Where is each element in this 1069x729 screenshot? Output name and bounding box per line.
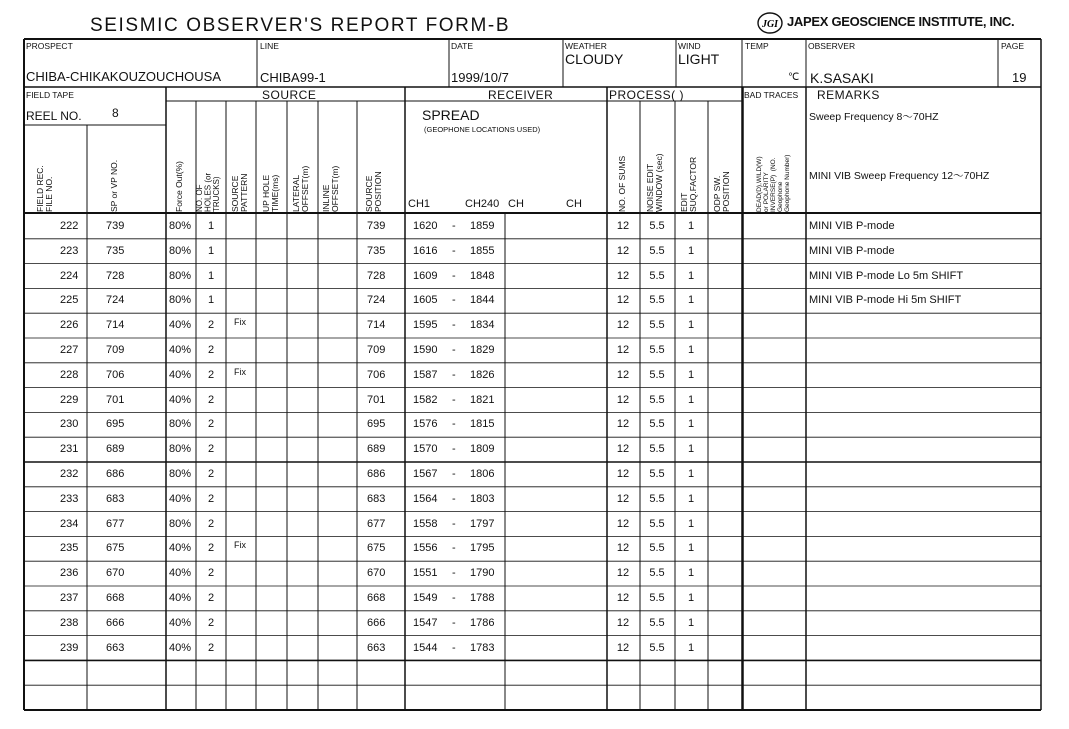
bad-traces-heading: BAD TRACES: [744, 90, 799, 100]
ch-dash: -: [452, 567, 456, 580]
ch-to: 1795: [470, 542, 495, 555]
line-label: LINE: [260, 41, 279, 51]
remark: MINI VIB P-mode: [809, 220, 895, 232]
file-no: 234: [60, 517, 79, 530]
no-of-sums: 12: [616, 592, 630, 604]
col-no-of-sums: NO. OF SUMS: [617, 155, 627, 212]
file-no: 237: [60, 592, 79, 604]
noise-window: 5.5: [649, 517, 665, 530]
source-pattern: Fix: [234, 540, 246, 551]
field-tape-label: FIELD TAPE: [26, 90, 74, 100]
ch-to: 1783: [470, 641, 495, 654]
no-of-sums: 12: [616, 269, 630, 282]
remarks-sweep-note: Sweep Frequency 8～70HZ: [809, 111, 939, 123]
noise-window: 5.5: [649, 592, 665, 604]
file-no: 233: [60, 492, 79, 505]
ch-to: 1788: [470, 592, 495, 604]
no-of-holes: 2: [207, 468, 215, 480]
no-of-sums: 12: [616, 244, 630, 257]
noise-window: 5.5: [649, 468, 665, 480]
ch-dash: -: [452, 616, 456, 629]
no-of-sums: 12: [616, 344, 630, 356]
force-out: 40%: [169, 567, 192, 580]
sp-vp-no: 677: [106, 517, 125, 530]
ch-to: 1803: [470, 492, 495, 505]
col-sp-vp: SP or VP NO.: [109, 159, 119, 212]
force-out: 80%: [169, 220, 192, 232]
ch-to: 1809: [470, 443, 495, 456]
col-lateral-offset: LATERAL OFFSET(m): [291, 165, 310, 212]
ch-from: 1544: [413, 641, 438, 654]
source-position: 709: [367, 344, 386, 356]
force-out: 80%: [169, 244, 192, 257]
date-value: 1999/10/7: [451, 70, 509, 85]
date-label: DATE: [451, 41, 474, 51]
no-of-sums: 12: [616, 492, 630, 505]
prospect-value: CHIBA-CHIKAKOUZOUCHOUSA: [26, 69, 222, 84]
file-no: 239: [60, 641, 79, 654]
weather-value: CLOUDY: [565, 51, 624, 67]
source-position: 666: [367, 616, 386, 629]
force-out: 40%: [169, 542, 192, 555]
ch-from: 1587: [413, 368, 438, 381]
source-position: 701: [367, 393, 386, 406]
ch-dash: -: [452, 220, 456, 232]
noise-window: 5.5: [649, 294, 665, 307]
ch-from: 1620: [413, 220, 438, 232]
ch-to: 1797: [470, 517, 495, 530]
file-no: 229: [60, 393, 79, 406]
col-no-holes: NO. OF HOLES (or TRUCKS): [195, 172, 221, 212]
sp-vp-no: 706: [106, 368, 125, 381]
ch-to: 1815: [470, 418, 495, 431]
source-position: 675: [367, 542, 386, 555]
edit-factor: 1: [687, 220, 695, 232]
file-no: 225: [60, 294, 79, 307]
source-position: 689: [367, 443, 386, 456]
ch-to: 1826: [470, 368, 495, 381]
no-of-holes: 1: [207, 220, 215, 232]
svg-text:JGI: JGI: [761, 19, 779, 30]
reel-no-label: REEL NO.: [26, 109, 82, 123]
no-of-sums: 12: [616, 542, 630, 555]
sp-vp-no: 670: [106, 567, 125, 580]
no-of-holes: 1: [207, 244, 215, 257]
noise-window: 5.5: [649, 220, 665, 232]
source-pattern: Fix: [234, 317, 246, 328]
no-of-sums: 12: [616, 567, 630, 580]
ch-from: 1605: [413, 294, 438, 307]
edit-factor: 1: [687, 492, 695, 505]
ch-from: 1576: [413, 418, 438, 431]
ch-dash: -: [452, 344, 456, 356]
page-label: PAGE: [1001, 41, 1024, 51]
no-of-holes: 2: [207, 542, 215, 555]
no-of-holes: 2: [207, 344, 215, 356]
col-odp-position: ODP SW. POSITION: [712, 171, 731, 212]
source-position: 683: [367, 492, 386, 505]
ch-to: 1821: [470, 393, 495, 406]
col-ch1: CH1: [408, 198, 431, 210]
edit-factor: 1: [687, 269, 695, 282]
sp-vp-no: 724: [106, 294, 125, 307]
weather-label: WEATHER: [565, 41, 607, 51]
col-bad-traces: DEAD(D),WILD(W) or POLARITY INVERSE(P) (NO. Geophone Geophone Number): [756, 154, 791, 212]
file-no: 230: [60, 418, 79, 431]
file-no: 226: [60, 319, 79, 332]
no-of-holes: 2: [207, 567, 215, 580]
temp-unit: ℃: [788, 72, 800, 83]
force-out: 80%: [169, 468, 192, 480]
sp-vp-no: 683: [106, 492, 125, 505]
noise-window: 5.5: [649, 567, 665, 580]
noise-window: 5.5: [649, 368, 665, 381]
sp-vp-no: 709: [106, 344, 125, 356]
noise-window: 5.5: [649, 616, 665, 629]
no-of-sums: 12: [616, 319, 630, 332]
ch-to: 1790: [470, 567, 495, 580]
ch-dash: -: [452, 244, 456, 257]
remark: MINI VIB P-mode Lo 5m SHIFT: [809, 269, 964, 282]
noise-window: 5.5: [649, 269, 665, 282]
ch-dash: -: [452, 517, 456, 530]
force-out: 80%: [169, 443, 192, 456]
no-of-sums: 12: [616, 616, 630, 629]
source-position: 677: [367, 517, 386, 530]
temp-label: TEMP: [745, 41, 769, 51]
edit-factor: 1: [687, 592, 695, 604]
no-of-holes: 2: [207, 443, 215, 456]
force-out: 80%: [169, 269, 192, 282]
geophone-label: (GEOPHONE LOCATIONS USED): [424, 125, 541, 134]
ch-to: 1829: [470, 344, 495, 356]
wind-label: WIND: [678, 41, 701, 51]
sp-vp-no: 735: [106, 244, 125, 257]
col-force-out: Force Out(%): [174, 160, 184, 212]
no-of-sums: 12: [616, 517, 630, 530]
edit-factor: 1: [687, 319, 695, 332]
ch-from: 1590: [413, 344, 438, 356]
no-of-sums: 12: [616, 368, 630, 381]
no-of-sums: 12: [616, 393, 630, 406]
edit-factor: 1: [687, 368, 695, 381]
prospect-label: PROSPECT: [26, 41, 73, 51]
ch-from: 1582: [413, 393, 438, 406]
edit-factor: 1: [687, 393, 695, 406]
edit-factor: 1: [687, 567, 695, 580]
file-no: 224: [60, 269, 79, 282]
ch-from: 1609: [413, 269, 438, 282]
source-position: 695: [367, 418, 386, 431]
edit-factor: 1: [687, 443, 695, 456]
no-of-holes: 2: [207, 517, 215, 530]
ch-dash: -: [452, 468, 456, 480]
sp-vp-no: 728: [106, 269, 125, 282]
col-noise-edit: NOISE EDIT WINDOW (sec): [645, 153, 664, 212]
force-out: 40%: [169, 592, 192, 604]
edit-factor: 1: [687, 468, 695, 480]
col-edit-factor: EDIT SUQ.FACTOR: [679, 156, 698, 212]
ch-dash: -: [452, 418, 456, 431]
force-out: 40%: [169, 616, 192, 629]
sp-vp-no: 701: [106, 393, 125, 406]
source-position: 663: [367, 641, 386, 654]
ch-from: 1558: [413, 517, 438, 530]
ch-dash: -: [452, 542, 456, 555]
observer-value: K.SASAKI: [810, 70, 874, 86]
page-value: 19: [1012, 70, 1027, 85]
remark: MINI VIB P-mode Hi 5m SHIFT: [809, 294, 962, 307]
no-of-sums: 12: [616, 468, 630, 480]
receiver-heading: RECEIVER: [488, 88, 554, 102]
institute-name: JAPEX GEOSCIENCE INSTITUTE, INC.: [787, 14, 1015, 29]
source-position: 706: [367, 368, 386, 381]
sp-vp-no: 686: [106, 468, 125, 480]
edit-factor: 1: [687, 344, 695, 356]
sp-vp-no: 668: [106, 592, 125, 604]
col-ch-b: CH: [566, 198, 582, 210]
file-no: 228: [60, 368, 79, 381]
ch-to: 1786: [470, 616, 495, 629]
sp-vp-no: 714: [106, 319, 125, 332]
edit-factor: 1: [687, 641, 695, 654]
ch-to: 1834: [470, 319, 495, 332]
ch-dash: -: [452, 393, 456, 406]
edit-factor: 1: [687, 616, 695, 629]
force-out: 40%: [169, 641, 192, 654]
no-of-sums: 12: [616, 443, 630, 456]
source-heading: SOURCE: [262, 88, 317, 102]
no-of-sums: 12: [616, 641, 630, 654]
noise-window: 5.5: [649, 418, 665, 431]
source-position: 686: [367, 468, 386, 480]
remarks-heading: REMARKS: [817, 88, 880, 102]
ch-to: 1859: [470, 220, 495, 232]
sp-vp-no: 695: [106, 418, 125, 431]
sp-vp-no: 739: [106, 220, 125, 232]
no-of-sums: 12: [616, 220, 630, 232]
edit-factor: 1: [687, 294, 695, 307]
spread-label: SPREAD: [422, 107, 480, 123]
file-no: 227: [60, 344, 79, 356]
source-position: 735: [367, 244, 386, 257]
col-ch240: CH240: [465, 198, 500, 210]
no-of-holes: 2: [207, 592, 215, 604]
source-position: 668: [367, 592, 386, 604]
noise-window: 5.5: [649, 393, 665, 406]
reel-no-value: 8: [112, 106, 119, 120]
no-of-sums: 12: [616, 294, 630, 307]
ch-to: 1848: [470, 269, 495, 282]
sp-vp-no: 689: [106, 443, 125, 456]
col-ch-a: CH: [508, 198, 524, 210]
no-of-holes: 1: [207, 269, 215, 282]
process-heading: PROCESS( ): [609, 88, 685, 102]
no-of-sums: 12: [616, 418, 630, 431]
source-position: 670: [367, 567, 386, 580]
no-of-holes: 2: [207, 641, 215, 654]
ch-from: 1549: [413, 592, 438, 604]
ch-from: 1570: [413, 443, 438, 456]
no-of-holes: 2: [207, 368, 215, 381]
sp-vp-no: 663: [106, 641, 125, 654]
noise-window: 5.5: [649, 542, 665, 555]
sp-vp-no: 675: [106, 542, 125, 555]
ch-from: 1556: [413, 542, 438, 555]
force-out: 40%: [169, 368, 192, 381]
no-of-holes: 2: [207, 616, 215, 629]
wind-value: LIGHT: [678, 51, 720, 67]
edit-factor: 1: [687, 244, 695, 257]
noise-window: 5.5: [649, 492, 665, 505]
remarks-mini-note: MINI VIB Sweep Frequency 12～70HZ: [809, 170, 990, 182]
ch-dash: -: [452, 641, 456, 654]
force-out: 40%: [169, 393, 192, 406]
file-no: 231: [60, 443, 79, 456]
source-position: 724: [367, 294, 386, 307]
force-out: 40%: [169, 344, 192, 356]
ch-from: 1551: [413, 567, 438, 580]
no-of-holes: 2: [207, 492, 215, 505]
col-inline-offset: INLINE OFFSET(m): [321, 165, 340, 212]
edit-factor: 1: [687, 542, 695, 555]
ch-dash: -: [452, 319, 456, 332]
remark: MINI VIB P-mode: [809, 244, 895, 257]
form-title: SEISMIC OBSERVER'S REPORT FORM-B: [90, 15, 511, 36]
edit-factor: 1: [687, 517, 695, 530]
ch-dash: -: [452, 368, 456, 381]
ch-from: 1567: [413, 468, 438, 480]
source-pattern: Fix: [234, 366, 246, 377]
no-of-holes: 1: [207, 294, 215, 307]
col-uphole: UP HOLE TIME(ms): [261, 174, 280, 212]
no-of-holes: 2: [207, 393, 215, 406]
ch-from: 1616: [413, 244, 438, 257]
ch-to: 1844: [470, 294, 495, 307]
force-out: 80%: [169, 294, 192, 307]
file-no: 238: [60, 616, 79, 629]
no-of-holes: 2: [207, 418, 215, 431]
ch-dash: -: [452, 294, 456, 307]
noise-window: 5.5: [649, 244, 665, 257]
col-source-pattern: SOURCE PATTERN: [230, 173, 249, 212]
file-no: 235: [60, 542, 79, 555]
no-of-holes: 2: [207, 319, 215, 332]
source-position: 714: [367, 319, 386, 332]
sp-vp-no: 666: [106, 616, 125, 629]
force-out: 40%: [169, 319, 192, 332]
force-out: 40%: [169, 492, 192, 505]
col-source-position: SOURCE POSITION: [364, 171, 383, 212]
ch-from: 1564: [413, 492, 438, 505]
file-no: 223: [60, 244, 79, 257]
file-no: 222: [60, 220, 79, 232]
line-value: CHIBA99-1: [260, 70, 326, 85]
observer-label: OBSERVER: [808, 41, 856, 51]
force-out: 80%: [169, 418, 192, 431]
file-no: 232: [60, 468, 79, 480]
ch-from: 1547: [413, 616, 438, 629]
noise-window: 5.5: [649, 443, 665, 456]
ch-to: 1855: [470, 244, 495, 257]
ch-from: 1595: [413, 319, 438, 332]
col-field-rec: FIELD REC. FILE NO.: [35, 165, 54, 212]
noise-window: 5.5: [649, 319, 665, 332]
ch-dash: -: [452, 492, 456, 505]
edit-factor: 1: [687, 418, 695, 431]
ch-dash: -: [452, 592, 456, 604]
ch-dash: -: [452, 269, 456, 282]
force-out: 80%: [169, 517, 192, 530]
ch-to: 1806: [470, 468, 495, 480]
source-position: 728: [367, 269, 386, 282]
file-no: 236: [60, 567, 79, 580]
noise-window: 5.5: [649, 344, 665, 356]
noise-window: 5.5: [649, 641, 665, 654]
source-position: 739: [367, 220, 386, 232]
ch-dash: -: [452, 443, 456, 456]
